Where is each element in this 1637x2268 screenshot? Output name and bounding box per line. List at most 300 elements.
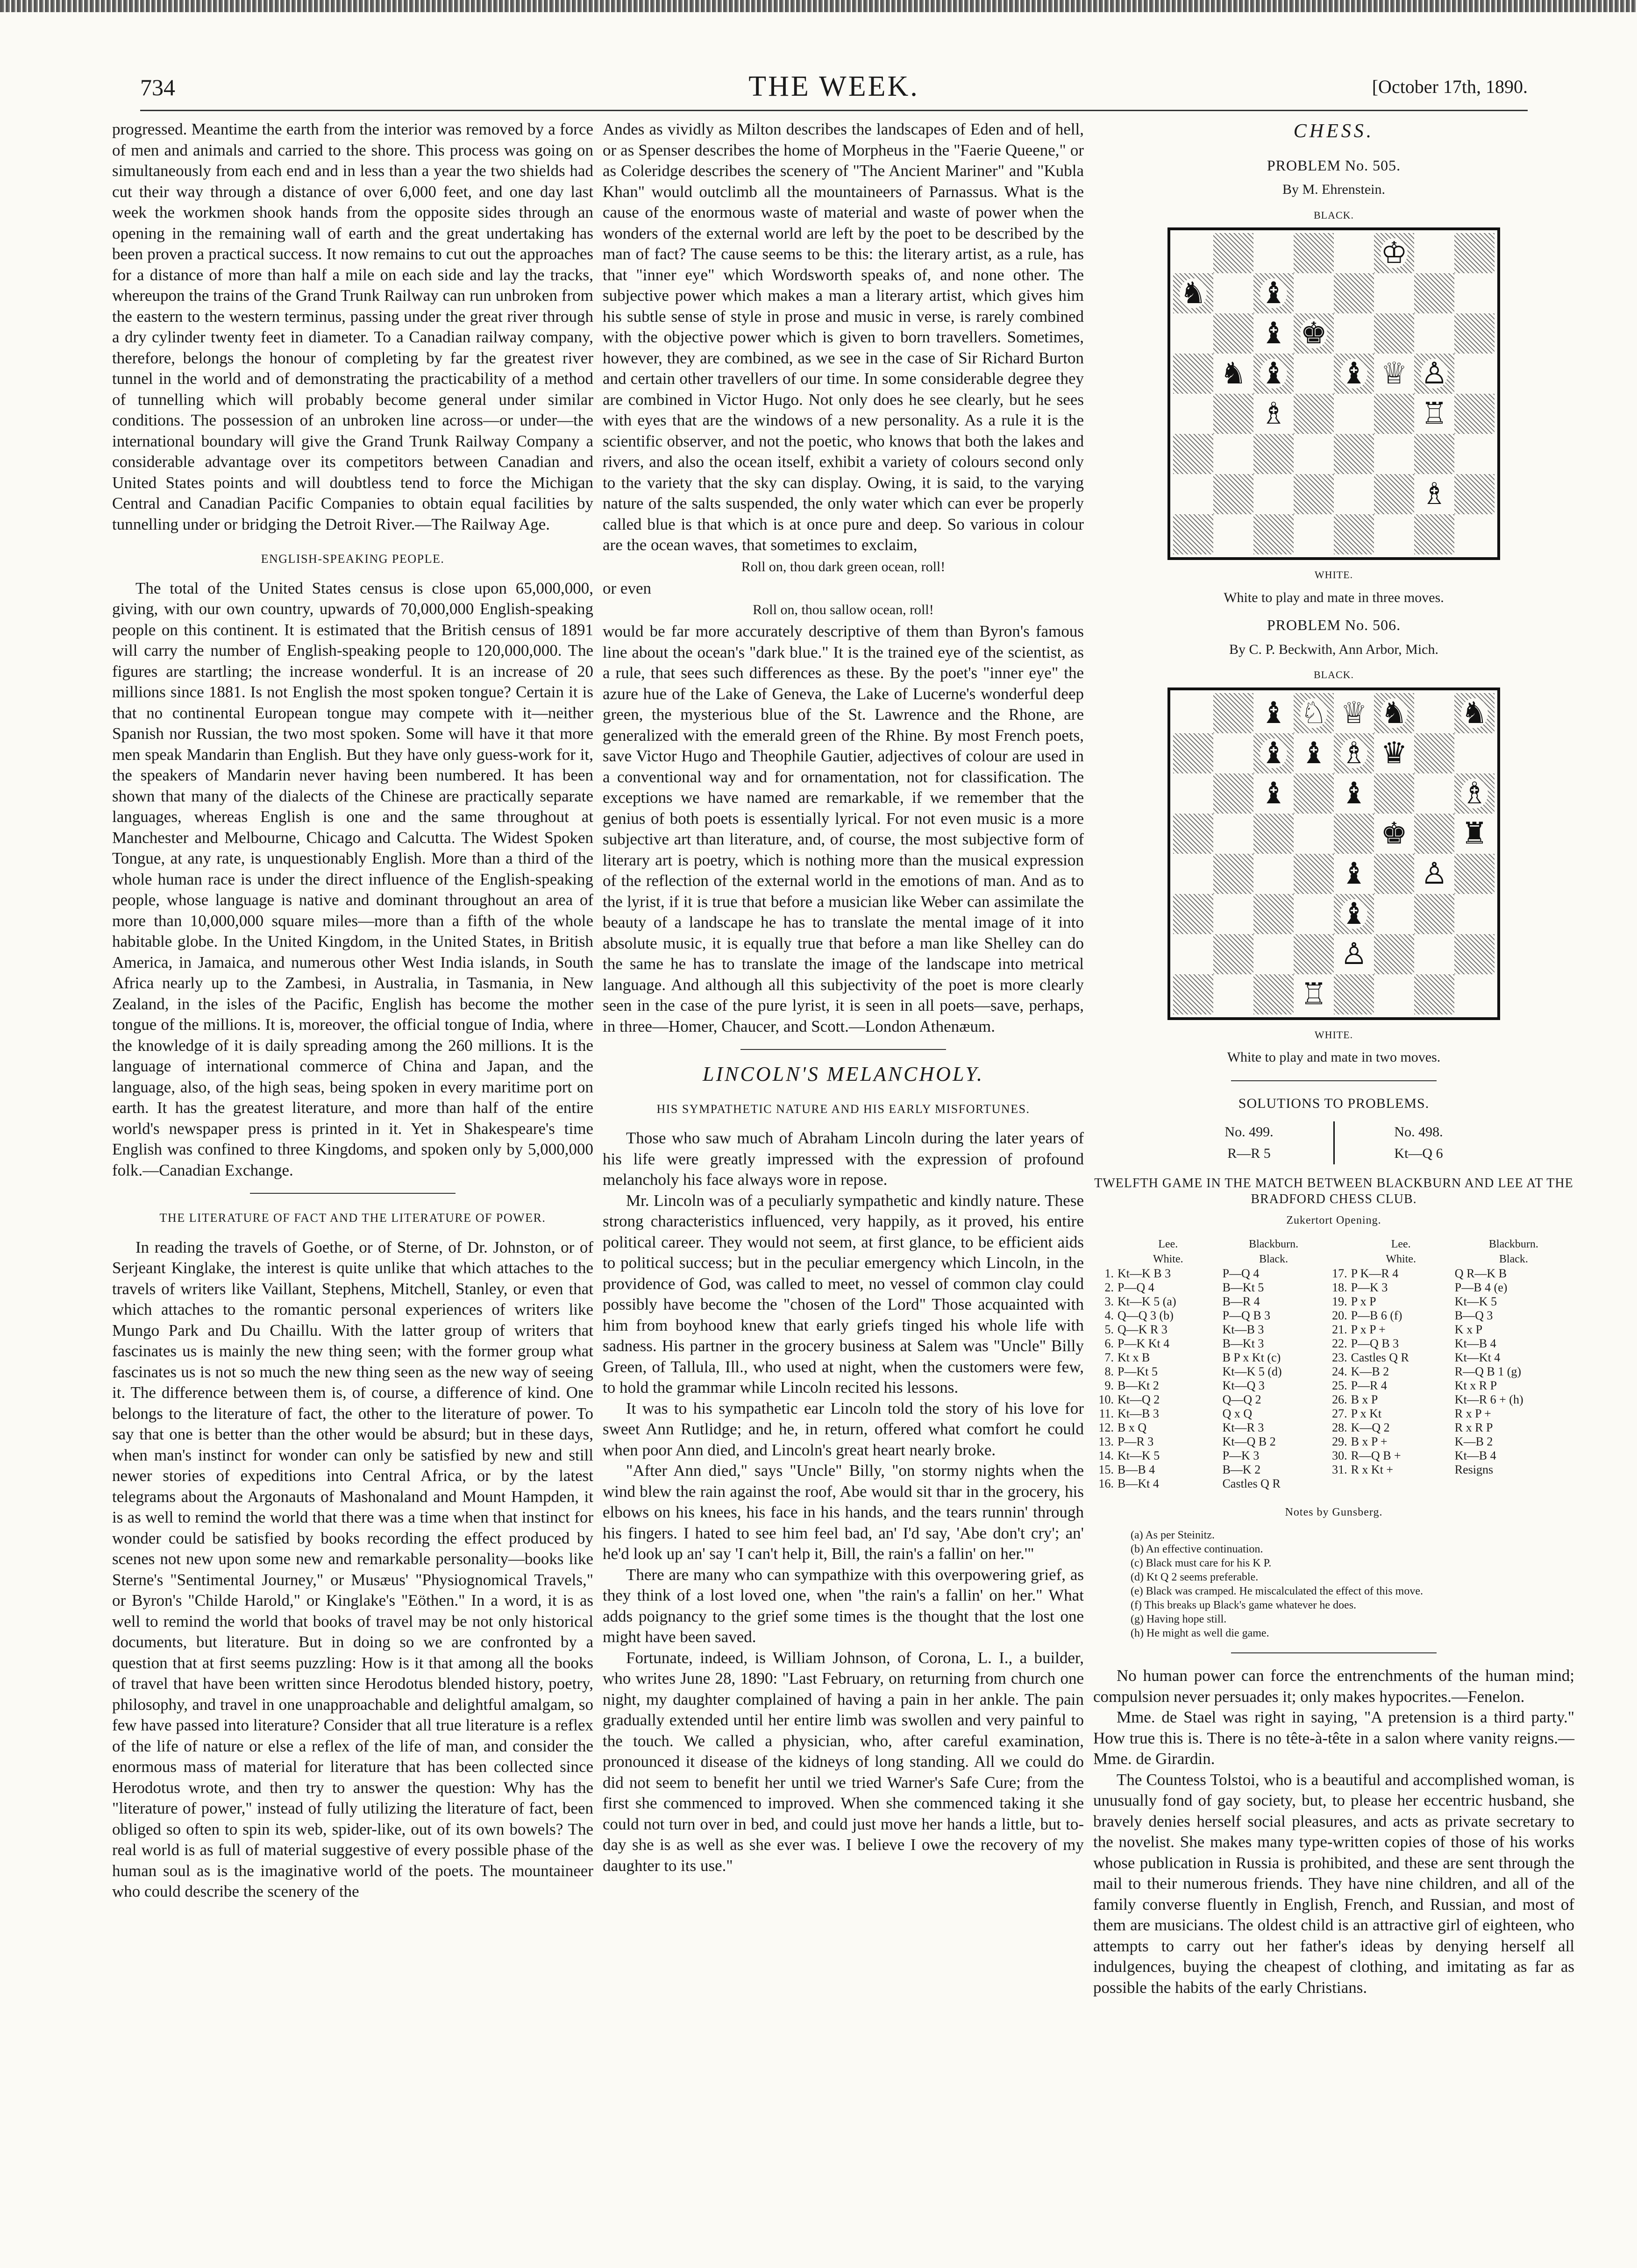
move-cell: 29. [1332,1434,1347,1448]
board-square [1294,854,1334,894]
board-square [1294,354,1334,394]
board-square [1454,693,1495,733]
running-header [140,70,1528,107]
board-square [1213,854,1253,894]
board-square [1294,733,1334,773]
move-cell: Kt—Q B 2 [1222,1434,1276,1448]
board-square [1374,693,1414,733]
lincoln-paragraph: Mr. Lincoln was of a peculiarly sympathetic and kindly nature. These strong characteristics influenced, very happily, as it proved, his entire political career. They would not seem, at first glance, to be efficient aids to political success; but in the peculiar emergency which Lincoln, in the providence of God, was called to meet, no vessel of common clay could possibly have become the "chosen of the Lord" Those acquainted with him from boyhood knew that early griefs tinged his whole life with sadness. His partner in the grocery business at Salem was "Uncle" Billy Green, of Tallula, Ill., who used at night, when the customers were few, to hold the grammar while Lincoln recited his lessons. [603,1191,1084,1396]
literature-heading: THE LITERATURE OF FACT AND THE LITERATURE OF POWER. [159,1211,546,1225]
move-cell: B x P + [1351,1434,1388,1448]
problem-506-caption: White to play and mate in two moves. [1227,1049,1441,1065]
column-3 [1093,119,1574,1998]
move-cell: 8. [1104,1364,1114,1378]
board-square [1294,233,1334,273]
board-square [1294,273,1334,313]
header-player-black: Blackburn. [1488,1238,1538,1250]
move-cell: P x Kt [1351,1406,1382,1420]
board-square [1334,474,1374,514]
board-square [1334,733,1374,773]
chess-section-title: CHESS. [1293,120,1374,142]
board-square [1414,773,1454,814]
chess-piece: ♝ [1340,897,1367,930]
board-square [1454,514,1495,554]
move-cell: 14. [1098,1448,1114,1462]
move-cell: 12. [1098,1420,1114,1434]
move-cell: 18. [1332,1280,1347,1294]
header-side-white: White. [1386,1253,1416,1265]
move-cell: P—Kt 5 [1117,1364,1158,1378]
move-cell: 2. [1104,1280,1114,1294]
table-row [1093,1267,1574,1281]
problem-506-white-label: WHITE. [1314,1028,1353,1041]
chess-piece: ♝ [1340,776,1367,810]
board-square [1213,273,1253,313]
table-row [1093,1379,1574,1393]
table-row [1093,1393,1574,1407]
page-number: 734 [140,74,175,100]
move-cell: K—B 2 [1454,1434,1493,1448]
or-even-text: or even [603,579,651,597]
board-square [1294,434,1334,474]
problem-506-author: By C. P. Beckwith, Ann Arbor, Mich. [1229,641,1438,657]
board-square [1213,733,1253,773]
solutions-title: SOLUTIONS TO PROBLEMS. [1238,1095,1430,1111]
board-square [1173,313,1213,354]
board-square [1213,434,1253,474]
lincoln-paragraph: It was to his sympathetic ear Lincoln told the story of his love for sweet Ann Rutlidge; and he, in return, offered what comfort he could when poor Ann died, and Lincoln's great heart nearly broke. [603,1399,1084,1459]
solution-right [1335,1121,1503,1164]
board-square [1414,693,1454,733]
board-square [1334,434,1374,474]
board-square [1374,514,1414,554]
board-square [1374,733,1414,773]
move-cell: Kt—Q 3 [1222,1378,1265,1392]
board-square [1253,514,1294,554]
move-cell: 16. [1098,1476,1114,1490]
board-square [1334,854,1374,894]
board-square [1374,273,1414,313]
move-cell: B—B 4 [1117,1462,1155,1476]
board-square [1173,394,1213,434]
table-row [1093,1449,1574,1463]
move-cell: P—K Kt 4 [1117,1336,1170,1350]
page-top-edge [0,0,1637,12]
board-square [1173,434,1213,474]
chess-piece: ♕ [1340,696,1367,730]
move-cell: Kt—R 3 [1222,1420,1264,1434]
board-square [1414,233,1454,273]
board-square [1294,773,1334,814]
board-square [1334,394,1374,434]
chess-piece: ♙ [1340,937,1367,971]
chess-piece: ♕ [1381,357,1408,390]
board-square [1213,894,1253,934]
board-square [1253,474,1294,514]
move-cell: P K—R 4 [1351,1266,1399,1280]
move-cell: P x P [1351,1294,1376,1308]
solution-left-number: No. 499. [1224,1124,1274,1140]
chess-piece: ♙ [1421,357,1448,390]
game-notes [1093,1528,1574,1640]
chess-piece: ♝ [1260,696,1287,730]
move-cell [1327,1477,1349,1491]
chess-piece: ♔ [1381,236,1408,269]
board-square [1294,814,1334,854]
board-square [1334,514,1374,554]
move-cell: 25. [1332,1378,1347,1392]
board-square [1454,394,1495,434]
move-cell: Kt—R 6 + (h) [1454,1392,1523,1406]
board-square [1173,354,1213,394]
chess-piece: ♗ [1421,477,1448,510]
solutions-table [1093,1121,1574,1164]
lincoln-paragraph: Fortunate, indeed, is William Johnson, of Corona, L. I., a builder, who writes June 28, 1890: "Last February, on returning from church one night, my daughter complained of having a pain in her ankle. The pain gradually extended until her entire limb was swollen and very painful to the touch. We called a physician, who, after careful examination, pronounced it disease of the kidneys of long standing. All we could do did not seem to benefit her until we tried Warner's Safe Cure; from the first she commenced to improved. When she commenced taking it she could not turn over in bed, and could just move her hands a little, but to-day she is as well as she ever was. I believe I owe the recovery of my daughter to its use." [603,1648,1084,1875]
move-cell: 1. [1104,1266,1114,1280]
board-square [1213,514,1253,554]
move-cell: P—R 4 [1351,1378,1387,1392]
board-square [1454,934,1495,974]
move-cell: 3. [1104,1294,1114,1308]
move-cell: P—R 3 [1117,1434,1154,1448]
move-cell: 11. [1099,1406,1114,1420]
board-square [1213,814,1253,854]
board-square [1374,394,1414,434]
problem-506-black-label: BLACK. [1313,669,1354,680]
move-cell: P—Q 4 [1117,1280,1154,1294]
board-square [1374,974,1414,1014]
board-square [1454,733,1495,773]
board-square [1414,474,1454,514]
board-square [1253,854,1294,894]
board-square [1414,894,1454,934]
literature-article: In reading the travels of Goethe, or of Sterne, of Dr. Johnston, or of Serjeant Kinglake, the interest is quite unlike that which attaches to the travels of writers like Vaillant, Stephens, Mitchell, Stanley, or even that which attaches to the romantic personal experiences of writers like Mungo Park and Du Chaillu. With the latter group of writers that fascinates us is mainly the new thing seen; with the former group what fascinates us is not so much the new thing seen as the new way of seeing it. The difference between them is, of course, a difference of kind. One belongs to the literature of fact, the other to the literature of power. To say that one is better than the other would be absurd; but in these days, when man's instinct for wonder can only be satisfied by new and still newer stories of expeditions into Central Africa, or by the latest telegrams about the Argonauts of Mashonaland and Mount Hampden, it is as well to remind the world that there was a time when that instinct for wonder could be satisfied by books recording the effect produced by scenes not new upon some new and remarkable personality—books like Sterne's "Sentimental Journey," or Musæus' "Physiognomical Travels," or Byron's "Childe Harold," or Kinglake's "Eöthen." In a word, it is as well to remind the world that books of travel may be not only historical documents, but literature. But in doing so we are confronted by a question that at first seems puzzling: How is it that among all the books of travel that have been written since Herodotus blended history, poetry, philosophy, and travel in one unapproachable and delightful amalgam, so few have passed into literature? Consider that all true literature is a reflex of the life of nature or else a reflex of the life of man, and consider the enormous mass of material for literature that has been collected since Herodotus wrote, and then try to answer the question: Why has the "literature of power," instead of fully utilizing the literature of fact, been obliged so often to spin its web, spider-like, out of its own bowels? The real world is as full of material suggestive of every possible phase of the human soul as is the imaginative world of the poets. The mountaineer who could describe the scenery of the [112,1238,593,1900]
board-square [1173,233,1213,273]
board-square [1173,474,1213,514]
move-cell: 9. [1104,1378,1114,1392]
board-square [1173,894,1213,934]
chess-piece: ♞ [1461,696,1488,730]
move-cell: Kt—B 3 [1117,1406,1159,1420]
note-item: (e) Black was cramped. He miscalculated the effect of this move. [1131,1585,1423,1597]
table-row [1093,1435,1574,1449]
move-cell: 13. [1098,1434,1114,1448]
board-square [1173,733,1213,773]
board-square [1294,934,1334,974]
board-square [1253,233,1294,273]
board-square [1334,894,1374,934]
move-cell: B—Kt 3 [1222,1336,1264,1350]
move-cell: 24. [1332,1364,1347,1378]
journal-title: THE WEEK. [748,71,919,102]
move-cell: B—Kt 5 [1222,1280,1264,1294]
solution-left-move: R—R 5 [1227,1146,1271,1161]
board-square [1213,934,1253,974]
chess-piece: ♞ [1180,276,1207,310]
board-square [1414,273,1454,313]
note-item: (f) This breaks up Black's game whatever he does. [1131,1599,1357,1611]
game-opening: Zukertort Opening. [1286,1214,1381,1226]
chess-piece: ♗ [1340,736,1367,770]
chess-piece: ♝ [1260,776,1287,810]
verse-quote-1: Roll on, thou dark green ocean, roll! [741,559,946,574]
board-square [1414,854,1454,894]
move-cell: R—Q B + [1351,1448,1401,1462]
chess-piece: ♜ [1461,816,1488,850]
chess-piece: ♗ [1461,776,1488,810]
board-square [1454,273,1495,313]
move-cell: Resigns [1454,1462,1494,1476]
move-cell: B x Q [1117,1420,1147,1434]
board-square [1414,514,1454,554]
board-square [1334,354,1374,394]
board-square [1454,814,1495,854]
board-square [1374,434,1414,474]
move-cell: P—B 4 (e) [1454,1280,1508,1294]
move-cell: 5. [1104,1322,1114,1336]
note-item: (a) As per Steinitz. [1131,1529,1215,1541]
board-square [1454,974,1495,1014]
note-item: (c) Black must care for his K P. [1131,1557,1272,1569]
fenelon-quote: No human power can force the entrenchments of the human mind; compulsion never persuades it; only makes hypocrites.—Fenelon. [1093,1666,1574,1706]
board-square [1414,313,1454,354]
chess-piece: ♞ [1220,357,1247,390]
table-row [1093,1337,1574,1351]
solution-right-move: Kt—Q 6 [1394,1146,1443,1161]
board-square [1253,974,1294,1014]
board-square [1213,693,1253,733]
move-cell [1453,1477,1574,1491]
move-cell: Q x Q [1222,1406,1253,1420]
board-square [1374,854,1414,894]
move-cell: 30. [1332,1448,1347,1462]
move-cell: P—Q B 3 [1351,1336,1399,1350]
move-cell: Kt—K 5 (a) [1117,1294,1176,1308]
move-cell: Castles Q R [1222,1476,1281,1490]
header-rule [140,110,1528,111]
table-header-row [1093,1237,1574,1252]
board-square [1213,313,1253,354]
board-square [1253,773,1294,814]
table-row [1093,1351,1574,1365]
board-square [1253,693,1294,733]
stael-quote: Mme. de Stael was right in saying, "A pretension is a third party." How true this is. There is no tête-à-tête in a salon where vanity reigns.—Mme. de Girardin. [1093,1708,1574,1768]
move-cell: R x P + [1454,1406,1491,1420]
board-square [1454,233,1495,273]
move-cell: Castles Q R [1351,1350,1409,1364]
board-square [1454,773,1495,814]
board-square [1334,693,1374,733]
board-square [1414,733,1454,773]
solution-left [1165,1121,1333,1164]
board-square [1374,313,1414,354]
move-cell: Q—Q 3 (b) [1117,1308,1174,1322]
section-divider [1231,1652,1437,1653]
move-cell: 26. [1332,1392,1347,1406]
board-square [1414,934,1454,974]
move-cell: B—K 2 [1222,1462,1261,1476]
note-item: (g) Having hope still. [1131,1613,1227,1625]
problem-505-author: By M. Ehrenstein. [1282,182,1385,197]
board-square [1213,354,1253,394]
table-row [1093,1463,1574,1477]
move-cell: Kt—B 4 [1454,1336,1496,1350]
board-square [1294,894,1334,934]
move-cell: Kt—Kt 4 [1454,1350,1501,1364]
move-cell: Q R—K B [1454,1266,1507,1280]
move-cell: P—K 3 [1222,1448,1260,1462]
chess-piece: ♚ [1300,317,1327,350]
move-cell: 23. [1332,1350,1347,1364]
column-2 [603,119,1084,1876]
board-square [1374,894,1414,934]
board-square [1173,854,1213,894]
board-square [1253,934,1294,974]
board-square [1213,233,1253,273]
table-row [1093,1407,1574,1421]
move-cell: R—Q B 1 (g) [1454,1364,1522,1378]
move-cell: Kt—K B 3 [1117,1266,1171,1280]
board-square [1253,733,1294,773]
move-cell: R x R P [1454,1420,1493,1434]
move-cell: Q—K R 3 [1117,1322,1167,1336]
literature-article-continued: Andes as vividly as Milton describes the landscapes of Eden and of hell, or as Spenser describes the home of Morpheus in the "Faerie Queene," or as Coleridge describes the scenery of "The Ancient Mariner" and "Kubla Khan" would outclimb all the mountaineers of Parnassus. What is the cause of the enormous waste of material and waste of power when the wonders of the external world are left by the poet to be described by the man of fact? The cause seems to be this: the literary artist, as a rule, has that "inner eye" which Wordsworth speaks of, and none other. The subjective power which makes a man a literary artist, which gives him his subtle sense of style in prose and music in verse, is rarely combined with the objective power which is given to born travellers. Sometimes, however, they are combined, as we see in the case of Sir Richard Burton and certain other travellers of our time. In some considerable degree they are combined in Victor Hugo. Not only does he see clearly, but he sees with eyes that are the windows of a new personality. As a rule it is the scientific observer, and not the poetic, who knows that both the lakes and rivers, and also the ocean itself, exhibit a variety of colours second only to the variety that the sky can display. Owing, it is said, to the varying nature of the salts suspended, the only water which can ever be properly called blue is that which is at once pure and deep. So various in colour are the ocean waves, that sometimes to exclaim, [603,120,1084,554]
lincoln-title: LINCOLN'S MELANCHOLY. [703,1063,984,1085]
game-title: TWELFTH GAME IN THE MATCH BETWEEN BLACKBURN AND LEE AT THE BRADFORD CHESS CLUB. [1094,1176,1573,1206]
table-row [1093,1281,1574,1295]
board-square [1454,474,1495,514]
chess-piece: ♞ [1381,696,1408,730]
board-square [1454,354,1495,394]
chess-piece: ♝ [1260,276,1287,310]
chess-board-505 [1167,227,1500,560]
move-cell: Kt—K 5 (d) [1222,1364,1282,1378]
table-row [1093,1323,1574,1337]
board-square [1173,773,1213,814]
move-cell: Kt x R P [1454,1378,1497,1392]
lincoln-paragraph: "After Ann died," says "Uncle" Billy, "on stormy nights when the wind blew the rain against the roof, Abe would sit thar in the grocery, his elbows on his knees, his face in his hands, and the tears runnin' through his fingers. I hated to see him feel bad, an' I'd say, 'Abe don't cry'; an' he'd look up an' say 'I can't help it, Bill, the rain's a fallin' on her.'" [603,1461,1084,1563]
move-cell: B P x Kt (c) [1222,1350,1281,1364]
table-row [1093,1365,1574,1379]
chess-piece: ♝ [1260,357,1287,390]
board-square [1294,693,1334,733]
chess-piece: ♗ [1260,397,1287,430]
board-square [1294,514,1334,554]
table-row [1093,1309,1574,1323]
move-cell: P x P + [1351,1322,1386,1336]
move-cell: 4. [1104,1308,1114,1322]
move-cell: 7. [1104,1350,1114,1364]
board-square [1253,814,1294,854]
note-item: (d) Kt Q 2 seems preferable. [1131,1571,1259,1583]
board-square [1414,394,1454,434]
article-divider [250,1193,456,1194]
move-cell: Kt—Q 2 [1117,1392,1160,1406]
move-cell: P—B 6 (f) [1351,1308,1402,1322]
board-square [1253,273,1294,313]
tolstoi-paragraph: The Countess Tolstoi, who is a beautiful and accomplished woman, is unusually fond of gay society, but, to please her eccentric husband, she bravely denies herself social pleasures, and acts as private secretary to the novelist. She makes many type-written copies of those of his works whose publication in Russia is prohibited, and these are sent through the mail to their numerous friends. They have nine children, and all of the family converse fluently in English, French, and Russian, and most of them are musicians. The oldest child is an attractive girl of eighteen, who attempts to carry out her father's ideas by denying herself all indulgences, buying the cheapest of clothing, and imitating as far as possible the habits of the early Christians. [1093,1770,1574,1997]
move-cell: P—Q B 3 [1222,1308,1271,1322]
board-square [1374,233,1414,273]
chess-piece: ♝ [1340,357,1367,390]
table-row [1093,1421,1574,1435]
chess-piece: ♚ [1381,816,1408,850]
header-side-black: Black. [1499,1253,1528,1265]
chess-piece: ♛ [1381,736,1408,770]
game-moves-table [1093,1237,1574,1491]
move-cell: 22. [1332,1336,1347,1350]
move-cell: P—Q 4 [1222,1266,1260,1280]
move-cell: 17. [1332,1266,1347,1280]
problem-505-white-label: WHITE. [1314,569,1353,581]
chess-board-506 [1167,687,1500,1020]
board-square [1253,394,1294,434]
move-cell: K x P [1454,1322,1483,1336]
move-cell: P—K 3 [1351,1280,1388,1294]
board-square [1334,313,1374,354]
chess-piece: ♘ [1300,696,1327,730]
board-square [1454,894,1495,934]
chess-piece: ♖ [1421,397,1448,430]
move-cell: B—R 4 [1222,1294,1260,1308]
board-square [1173,273,1213,313]
move-cell: 15. [1098,1462,1114,1476]
move-cell: 31. [1332,1462,1347,1476]
board-square [1454,434,1495,474]
tunnel-article-end: progressed. Meantime the earth from the interior was removed by a force of men and animals and carried to the shore. This process was going on simultaneously from each end and in less than a year the two shields had cut their way through a distance of over 6,000 feet, and one day last week the workmen shook hands from the opposite sides through an opening in the remaining wall of earth and the great undertaking has been proven a practical success. It now remains to cut out the approaches for a distance of more than half a mile on each side and lay the tracks, whereupon the trains of the Grand Trunk Railway can run unbroken from the eastern to the western terminus, passing under the great river through a dry cylinder twenty feet in diameter. To a Canadian railway company, therefore, belongs the honour of completing by far the greatest river tunnel in the world and of demonstrating the practicability of a method of tunnelling which will probably become general under similar conditions. The possession of an unbroken line across—or under—the international boundary will give the Grand Trunk Railway Company a considerable advantage over its competitors between Canadian and United States points and will doubtless tend to force the Michigan Central and Canadian Pacific Companies to obtain equal facilities by tunnelling under or bridging the Detroit River.—The Railway Age. [112,120,593,533]
board-square [1173,514,1213,554]
move-cell: K—B 2 [1351,1364,1389,1378]
move-cell: B—Kt 2 [1117,1378,1159,1392]
chess-piece: ♝ [1260,317,1287,350]
header-side-black: Black. [1259,1253,1288,1265]
board-square [1374,773,1414,814]
board-square [1294,394,1334,434]
board-square [1213,974,1253,1014]
board-square [1334,773,1374,814]
board-square [1334,233,1374,273]
english-speaking-article: The total of the United States census is close upon 65,000,000, giving, with our own country, upwards of 70,000,000 English-speaking people on this continent. It is estimated that the British census of 1891 will carry the number of English-speaking people to 120,000,000. The figures are startling; the increase wonderful. It is an increase of 20 millions since 1881. Is not English the most spoken tongue? Certain it is that no continental European tongue may compete with it—neither Spanish nor Russian, the two most spoken. Some will have it that more men speak Mandarin than English. But they have only guess-work for it, the speakers of Mandarin never having been numbered. It has been shown that many of the dialects of the Chinese are practically separate languages, whereas English is one and the same throughout at Manchester and Melbourne, Chicago and Calcutta. The Widest Spoken Tongue, at any rate, is unquestionably English. More than a third of the whole human race is under the direct influence of the English-speaking people, whose language is native and dominant throughout an area of more than 10,000,000 square miles—more than a fifth of the whole habitable globe. In the United Kingdom, in the United States, in British America, in Jamaica, and numerous other West India islands, in South Africa nearly up to the Zambesi, in Australia, in Tasmania, in New Zealand, in the isles of the Pacific, English has become the mother tongue of the millions. It is, moreover, the official tongue of India, where the knowledge of it is daily spreading among the 260 millions. It is the language of international commerce of China and Japan, and the language, also, of the high seas, being spoken in every maritime port on earth. It has the greatest literature, and more than half of the entire world's newspaper press is printed in it. Yet in Shakespeare's time English was confined to three Kingdoms, and spoken only by 5,000,000 folk.—Canadian Exchange. [112,579,593,1179]
problem-505-title: PROBLEM No. 505. [1267,156,1401,174]
chess-piece: ♙ [1421,857,1448,890]
board-square [1414,814,1454,854]
board-square [1213,394,1253,434]
board-square [1374,474,1414,514]
board-square [1454,313,1495,354]
move-cell: 10. [1098,1392,1114,1406]
move-cell: B—Q 3 [1454,1308,1493,1322]
header-player-white: Lee. [1391,1238,1411,1250]
move-cell: Kt—B 4 [1454,1448,1496,1462]
move-cell: Q—Q 2 [1222,1392,1261,1406]
board-square [1414,434,1454,474]
header-player-black: Blackburn. [1249,1238,1299,1250]
move-cell: Kt—B 3 [1222,1322,1264,1336]
header-side-white: White. [1153,1253,1183,1265]
table-row [1093,1477,1574,1491]
board-square [1253,354,1294,394]
board-square [1253,434,1294,474]
board-square [1334,974,1374,1014]
board-square [1294,313,1334,354]
move-cell [1349,1477,1453,1491]
column-1 [112,119,593,1902]
notes-title: Notes by Gunsberg. [1285,1506,1383,1518]
board-square [1213,773,1253,814]
board-square [1173,974,1213,1014]
move-cell: 6. [1104,1336,1114,1350]
board-square [1414,354,1454,394]
